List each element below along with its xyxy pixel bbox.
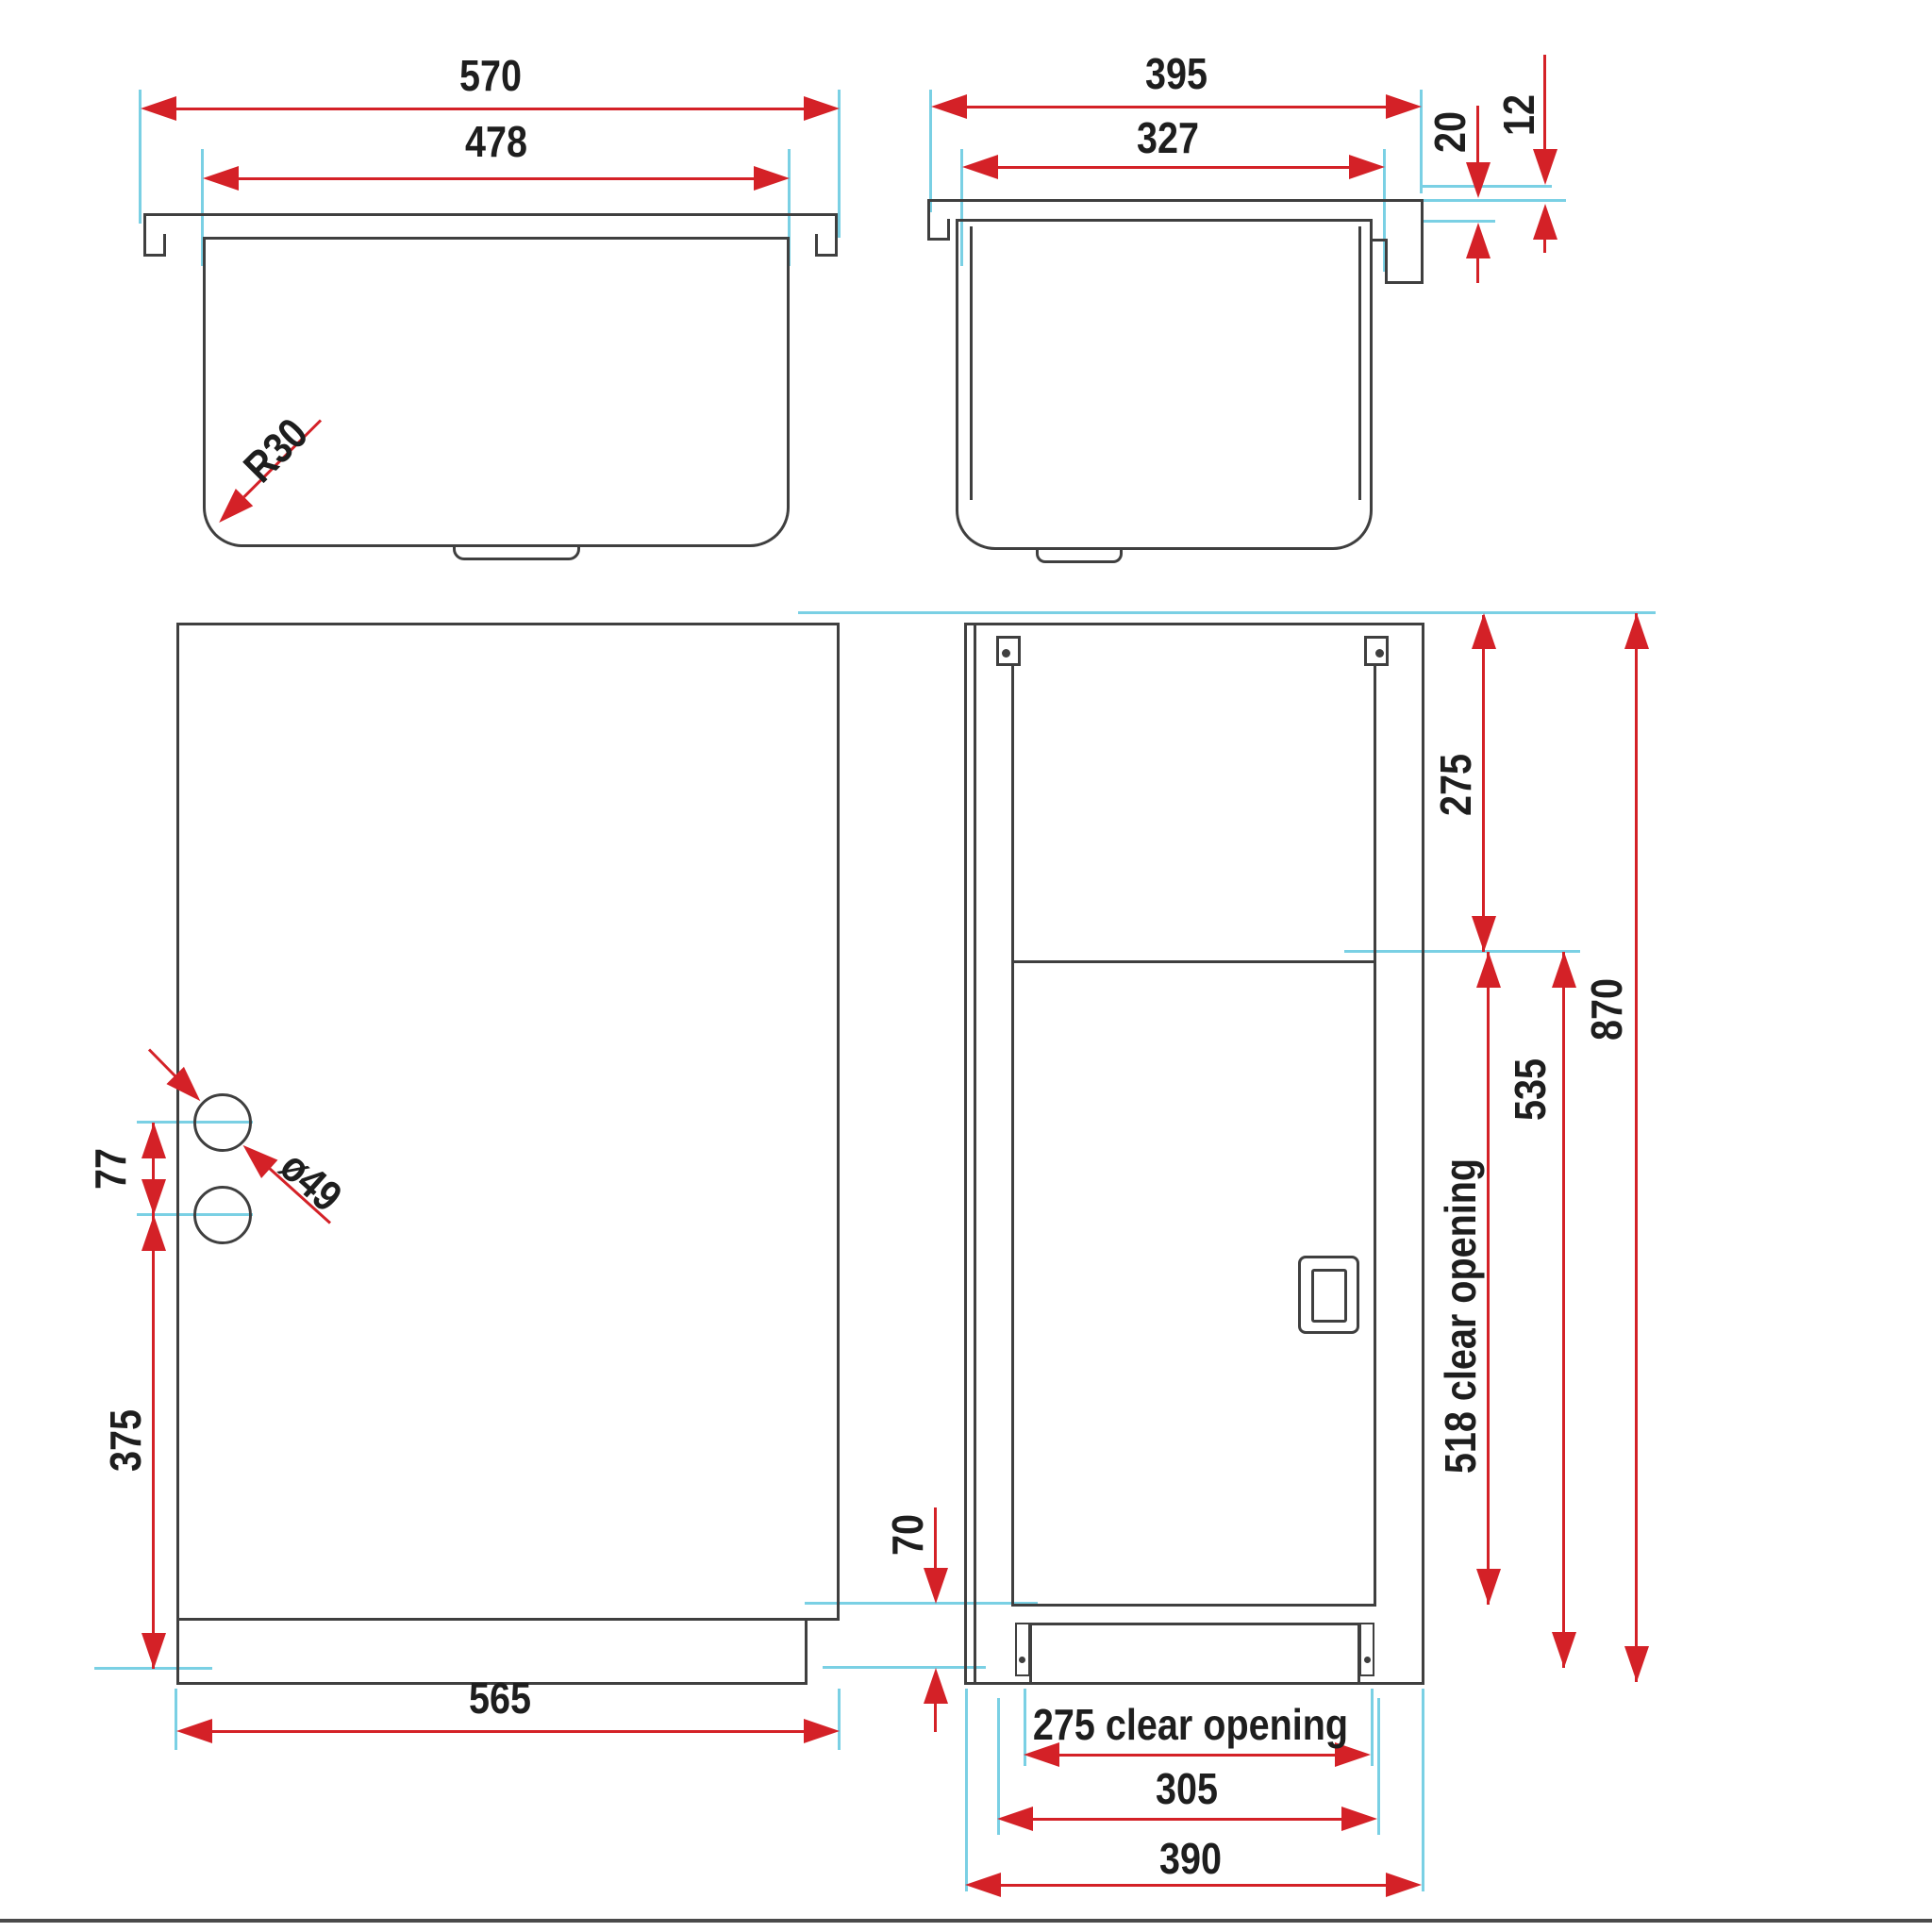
- door-bottom-edge: [1011, 1604, 1376, 1607]
- leader-line: [148, 1048, 177, 1077]
- arrow-up-icon: [1624, 613, 1649, 649]
- tub-front-rim-top: [143, 213, 838, 216]
- screw-dot-icon: [1019, 1657, 1025, 1663]
- dim-line-20: [1476, 106, 1479, 166]
- dim-line-70: [934, 1507, 937, 1570]
- dim-label-70: 70: [883, 1513, 932, 1557]
- arrow-left-icon: [962, 155, 998, 179]
- dim-line-20: [1476, 257, 1479, 283]
- arrow-down-icon: [1476, 1569, 1501, 1605]
- dim-line-305: [1029, 1818, 1345, 1821]
- dim-line-565: [208, 1730, 808, 1733]
- arrow-left-icon: [997, 1807, 1033, 1831]
- extension-line-rim-mid: [1424, 199, 1566, 202]
- arrow-up-icon: [1476, 952, 1501, 988]
- dim-label-870: 870: [1582, 977, 1631, 1041]
- tub-side-left-hook: [927, 199, 930, 241]
- tub-side-right-hook: [1385, 241, 1388, 284]
- cabinet-side-panel: [176, 623, 840, 1621]
- arrow-down-icon: [142, 1179, 166, 1215]
- dim-label-570: 570: [458, 51, 523, 100]
- extension-line: [1371, 1689, 1374, 1766]
- door-left-edge: [1011, 666, 1014, 1607]
- arrow-right-icon: [1386, 94, 1422, 119]
- dim-line-390: [997, 1884, 1390, 1887]
- dim-line-275-clear: [1056, 1754, 1339, 1757]
- divider-line: [1011, 960, 1376, 963]
- arrow-down-icon: [142, 1633, 166, 1669]
- arrow-down-icon: [1624, 1646, 1649, 1682]
- dim-line-70: [934, 1702, 937, 1732]
- arrow-down-icon: [924, 1568, 948, 1604]
- arrow-left-icon: [203, 166, 239, 191]
- arrow-right-icon: [804, 1719, 840, 1743]
- dim-label-327: 327: [1136, 113, 1200, 162]
- tub-side-left-hook: [947, 219, 950, 241]
- kick-plate: [1029, 1623, 1360, 1685]
- page-bottom-rule: [0, 1919, 1932, 1923]
- extension-line-cabinet-top: [798, 611, 1656, 614]
- dim-label-535: 535: [1506, 1058, 1555, 1122]
- dim-line-12: [1543, 55, 1546, 151]
- cabinet-side-hole-2: [193, 1186, 252, 1244]
- arrow-up-icon: [142, 1123, 166, 1158]
- dim-label-518-clear-opening: 518 clear opening: [1436, 1158, 1485, 1474]
- tub-front-left-hook: [143, 213, 146, 257]
- arrow-up-icon: [142, 1215, 166, 1251]
- dim-line-518: [1487, 952, 1490, 1605]
- dim-line-12: [1543, 238, 1546, 253]
- arrow-up-icon: [924, 1668, 948, 1704]
- dim-label-305: 305: [1155, 1764, 1219, 1813]
- door-right-edge: [1374, 666, 1376, 1607]
- extension-line: [965, 1689, 968, 1891]
- screw-dot-icon: [1375, 649, 1384, 658]
- tub-front-left-hook: [163, 234, 166, 257]
- arrow-down-icon: [1552, 1632, 1576, 1668]
- dim-label-77: 77: [86, 1147, 135, 1191]
- arrow-down-icon: [1533, 149, 1557, 185]
- cabinet-front-left-panel-edge: [974, 623, 976, 1685]
- arrow-right-icon: [804, 96, 840, 121]
- kick-clip-right: [1359, 1623, 1374, 1676]
- arrow-up-icon: [1533, 204, 1557, 240]
- door-handle-inner: [1311, 1269, 1347, 1323]
- tub-front-drain-recess: [453, 544, 580, 560]
- tub-front-right-hook: [835, 213, 838, 257]
- arrow-left-icon: [141, 96, 176, 121]
- kick-clip-left: [1015, 1623, 1030, 1676]
- screw-dot-icon: [1002, 649, 1010, 658]
- cabinet-front-outline: [964, 623, 1424, 1685]
- dim-label-hole-diameter: ø49: [271, 1141, 352, 1222]
- dim-line-275: [1482, 615, 1485, 952]
- dim-label-565: 565: [468, 1674, 532, 1723]
- screw-dot-icon: [1364, 1657, 1371, 1663]
- arrow-left-icon: [965, 1873, 1001, 1897]
- tub-front-right-hook: [815, 234, 818, 257]
- tub-side-right-step: [1421, 199, 1424, 284]
- dim-label-12: 12: [1494, 93, 1543, 137]
- dim-line-375: [152, 1215, 155, 1669]
- arrow-down-icon: [1466, 162, 1491, 198]
- dim-line-395: [963, 106, 1390, 108]
- dim-label-395: 395: [1144, 49, 1208, 98]
- tub-side-wall-inner: [970, 226, 973, 500]
- dim-label-R30: R30: [233, 408, 318, 492]
- dim-label-275: 275: [1431, 753, 1480, 817]
- extension-line-kick-bottom: [823, 1666, 986, 1669]
- dim-label-478: 478: [464, 117, 528, 166]
- tub-side-bowl-outline: [956, 219, 1373, 550]
- dim-label-275-clear-opening: 275 clear opening: [1032, 1700, 1349, 1749]
- dim-line-535: [1562, 952, 1565, 1668]
- dim-label-375: 375: [101, 1408, 150, 1473]
- arrow-up-icon: [1472, 613, 1496, 649]
- extension-line: [1422, 1689, 1424, 1891]
- arrow-right-icon: [1349, 155, 1385, 179]
- arrow-right-icon: [1386, 1873, 1422, 1897]
- arrow-down-icon: [1472, 916, 1496, 952]
- arrow-right-icon: [754, 166, 790, 191]
- tub-side-right-hook: [1373, 239, 1388, 242]
- arrow-up-icon: [1552, 952, 1576, 988]
- dim-line-870: [1635, 613, 1638, 1682]
- dim-label-20: 20: [1425, 110, 1474, 154]
- tub-side-right-hook: [1385, 281, 1424, 284]
- dim-line-570: [173, 108, 807, 110]
- arrow-left-icon: [931, 94, 967, 119]
- arrow-up-icon: [1466, 223, 1491, 258]
- dim-label-390: 390: [1158, 1834, 1223, 1883]
- extension-line: [1377, 1698, 1380, 1835]
- dim-line-478: [235, 177, 758, 180]
- arrow-right-icon: [1341, 1807, 1377, 1831]
- dim-line-327: [994, 166, 1355, 169]
- arrow-left-icon: [176, 1719, 212, 1743]
- tub-side-drain-recess: [1036, 547, 1123, 563]
- tub-side-wall-inner: [1358, 226, 1361, 500]
- tub-side-rim-top: [927, 199, 1424, 202]
- tub-front-bowl-outline: [203, 237, 790, 547]
- tub-front-right-hook: [815, 254, 838, 257]
